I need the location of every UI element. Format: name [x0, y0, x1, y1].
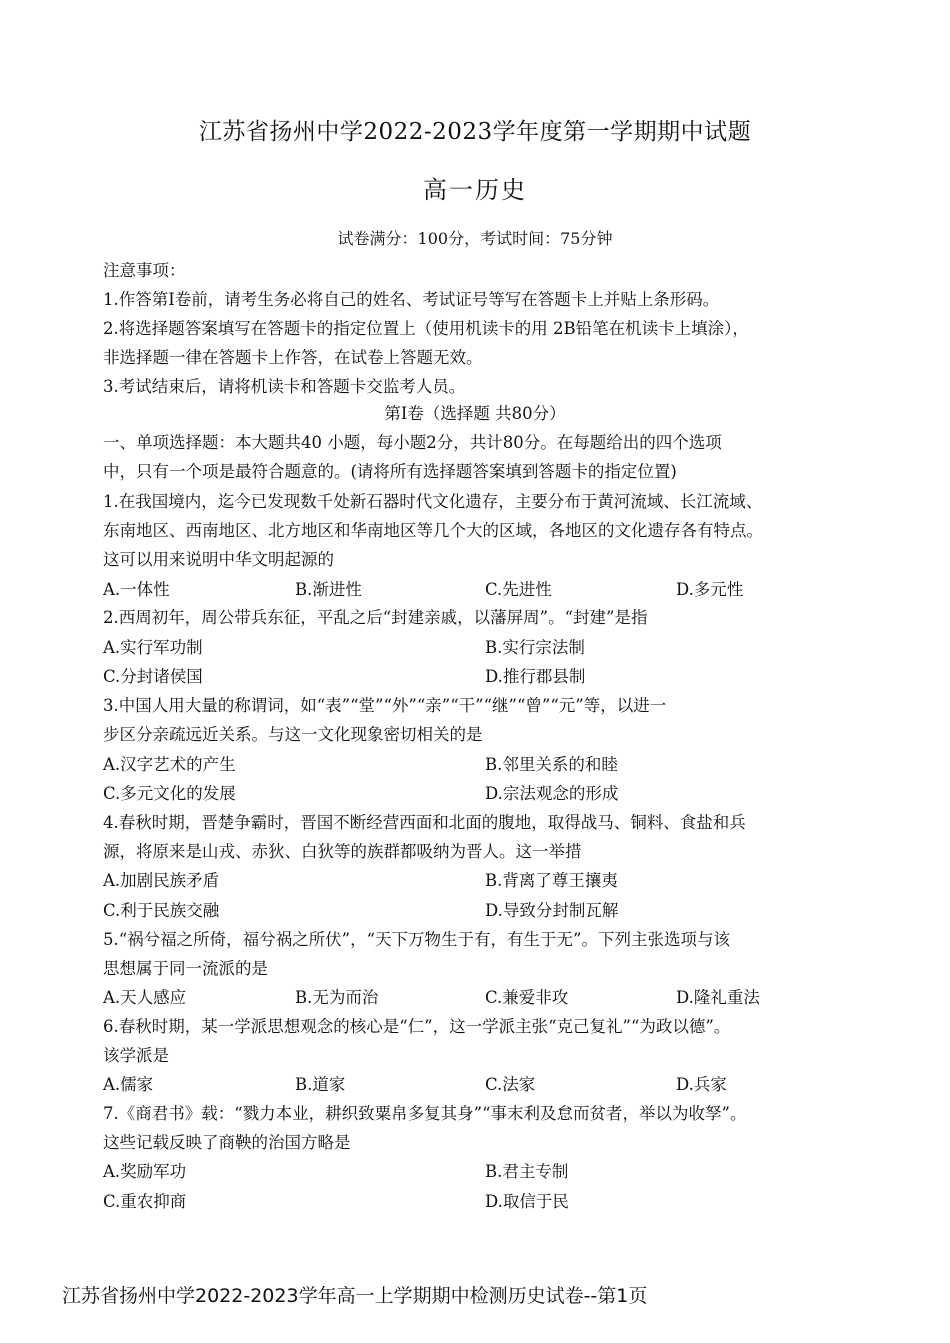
option-d: D.取信于民: [485, 1192, 569, 1211]
option-a: A.汉字艺术的产生: [103, 755, 236, 774]
section-intro: 中，只有一个项是最符合题意的。(请将所有选择题答案填到答题卡的指定位置): [103, 462, 677, 481]
option-c: C.兼爱非攻: [485, 988, 569, 1007]
option-c: C.先进性: [485, 580, 552, 599]
option-b: B.无为而治: [295, 988, 379, 1007]
option-a: A.加剧民族矛盾: [103, 871, 220, 890]
exam-meta: 试卷满分：100分，考试时间：75分钟: [337, 229, 613, 248]
note-item: 3.考试结束后，请将机读卡和答题卡交监考人员。: [103, 377, 466, 396]
option-c: C.多元文化的发展: [103, 784, 236, 803]
question-stem: 6.春秋时期，某一学派思想观念的核心是“仁”，这一学派主张“克己复礼”“为政以德”。: [103, 1017, 731, 1036]
option-a: A.天人感应: [103, 988, 187, 1007]
question-stem: 源，将原来是山戎、赤狄、白狄等的族群都吸纳为晋人。这一举措: [103, 842, 582, 861]
section-title: 第Ⅰ卷（选择题 共80分）: [384, 404, 566, 423]
note-item: 1.作答第Ⅰ卷前，请考生务必将自己的姓名、考试证号等写在答题卡上并贴上条形码。: [103, 290, 720, 309]
option-b: B.渐进性: [295, 580, 362, 599]
option-d: D.宗法观念的形成: [485, 784, 619, 803]
option-c: C.分封诸侯国: [103, 667, 203, 686]
option-d: D.多元性: [676, 580, 744, 599]
page-footer: 江苏省扬州中学2022-2023学年高一上学期期中检测历史试卷--第1页: [62, 1285, 648, 1307]
option-b: B.实行宗法制: [485, 638, 585, 657]
option-a: A.实行军功制: [103, 638, 203, 657]
option-a: A.奖励军功: [103, 1162, 187, 1181]
question-stem: 2.西周初年，周公带兵东征，平乱之后“封建亲戚，以藩屏周”。“封建”是指: [103, 608, 648, 627]
option-b: B.道家: [295, 1075, 346, 1094]
section-intro: 一、单项选择题：本大题共40 小题，每小题2分，共计80分。在每题给出的四个选项: [103, 433, 722, 452]
question-stem: 4.春秋时期，晋楚争霸时，晋国不断经营西面和北面的腹地，取得战马、铜料、食盐和兵: [103, 813, 746, 832]
notes-heading: 注意事项：: [103, 261, 186, 280]
option-d: D.隆礼重法: [676, 988, 760, 1007]
question-stem: 5.“祸兮福之所倚，福兮祸之所伏”，“天下万物生于有，有生于无”。下列主张选项与该: [103, 930, 730, 949]
question-stem: 这可以用来说明中华文明起源的: [103, 550, 334, 569]
option-b: B.君主专制: [485, 1162, 569, 1181]
exam-title: 江苏省扬州中学2022-2023学年度第一学期期中试题: [198, 119, 752, 145]
question-stem: 7.《商君书》载：“戮力本业，耕织致粟帛多复其身”“事末利及怠而贫者，举以为收孥”。: [103, 1104, 747, 1123]
question-stem: 1.在我国境内，迄今已发现数千处新石器时代文化遗存，主要分布于黄河流域、长江流域、: [103, 492, 763, 511]
exam-subject: 高一历史: [423, 176, 527, 204]
option-c: C.重农抑商: [103, 1192, 187, 1211]
question-stem: 该学派是: [103, 1046, 169, 1065]
option-b: B.背离了尊王攘夷: [485, 871, 618, 890]
question-stem: 3.中国人用大量的称谓词，如“表”“堂”“外”“亲”“干”“继”“曾”“元”等，以进一: [103, 696, 667, 715]
option-b: B.邻里关系的和睦: [485, 755, 618, 774]
note-item: 非选择题一律在答题卡上作答，在试卷上答题无效。: [103, 348, 483, 367]
option-d: D.兵家: [676, 1075, 727, 1094]
option-c: C.利于民族交融: [103, 901, 220, 920]
question-stem: 这些记载反映了商鞅的治国方略是: [103, 1133, 351, 1152]
question-stem: 步区分亲疏远近关系。与这一文化现象密切相关的是: [103, 725, 483, 744]
question-stem: 东南地区、西南地区、北方地区和华南地区等几个大的区域，各地区的文化遗存各有特点。: [103, 521, 763, 540]
option-a: A.一体性: [103, 580, 170, 599]
question-stem: 思想属于同一流派的是: [103, 959, 268, 978]
option-c: C.法家: [485, 1075, 536, 1094]
option-a: A.儒家: [103, 1075, 154, 1094]
option-d: D.推行郡县制: [485, 667, 586, 686]
option-d: D.导致分封制瓦解: [485, 901, 619, 920]
note-item: 2.将选择题答案填写在答题卡的指定位置上（使用机读卡的用 2B铅笔在机读卡上填涂），: [103, 319, 749, 338]
